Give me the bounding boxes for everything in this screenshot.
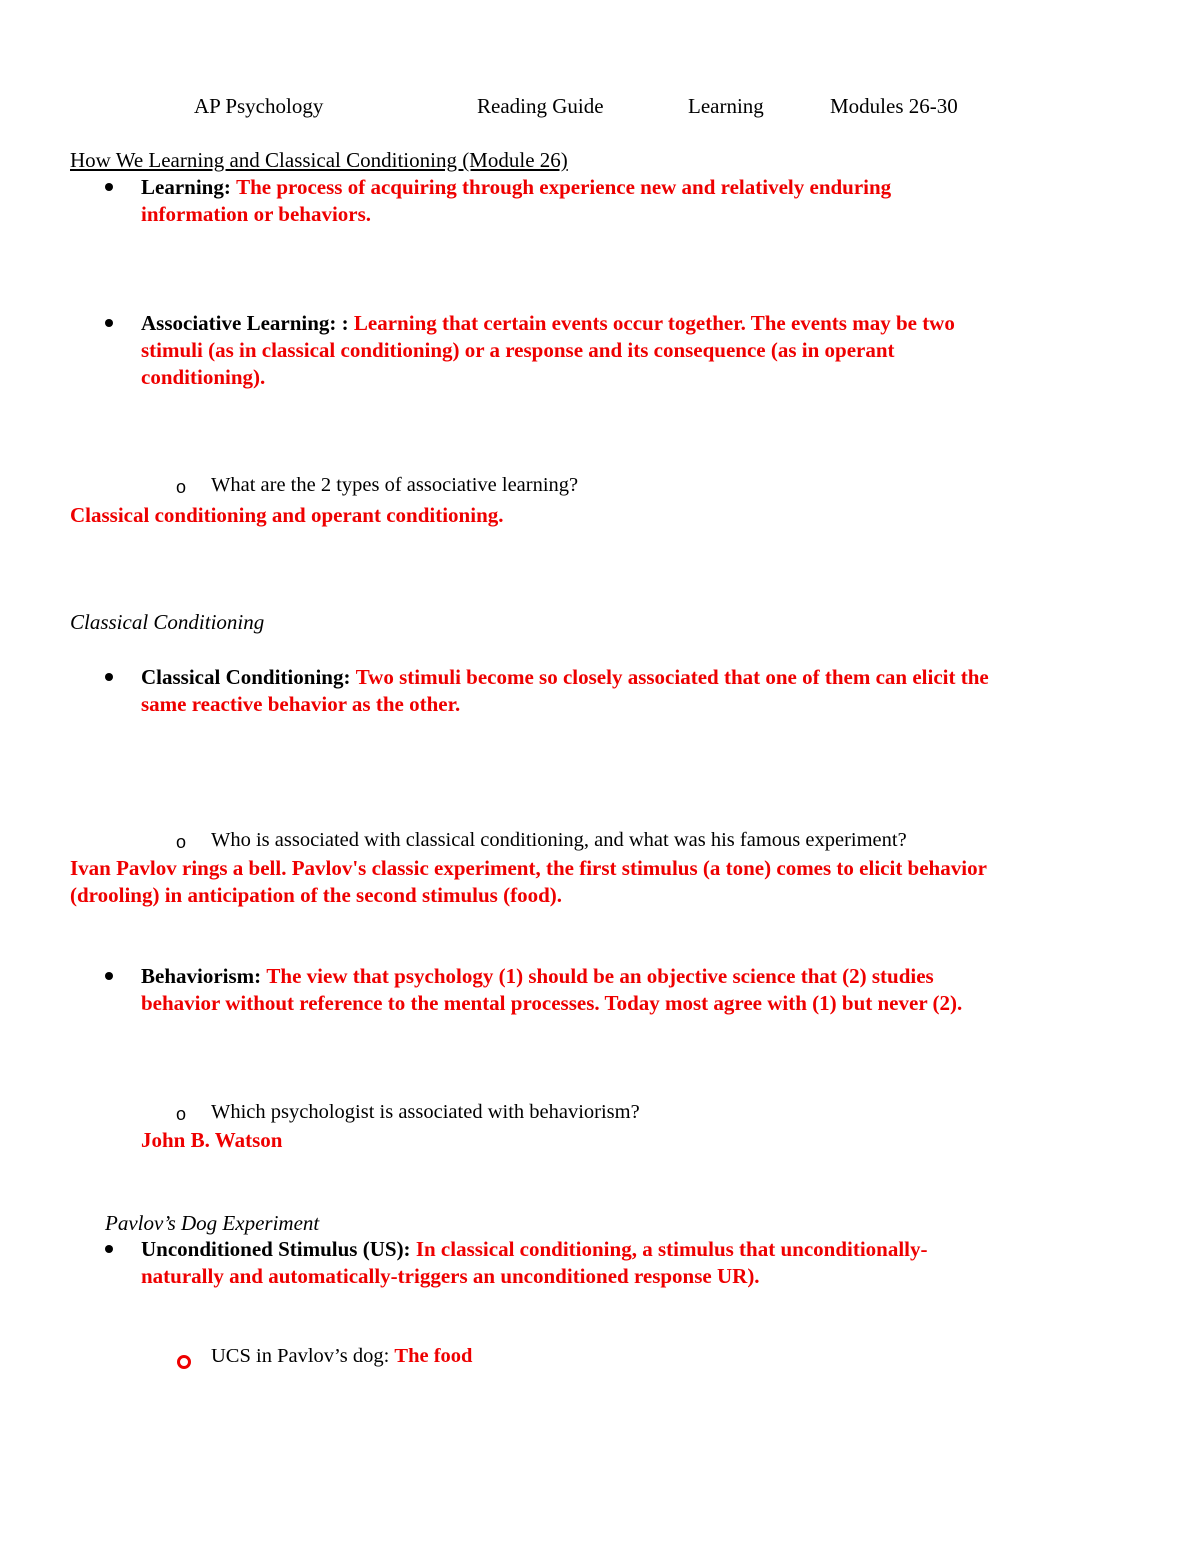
us-item (141, 1237, 928, 1262)
us-def-line1: In classical conditioning, a stimulus that unconditionally- (415, 1237, 928, 1261)
header-unit: Learning (688, 94, 764, 118)
ucs-label: UCS in Pavlov’s dog: (211, 1345, 390, 1367)
classical-def-line2: same reactive behavior as the other. (141, 692, 461, 716)
us-def-line2: naturally and automatically-triggers an unconditioned response UR). (141, 1264, 760, 1288)
bullet-icon (105, 319, 113, 327)
section2-heading: Classical Conditioning (70, 610, 265, 634)
circle-bullet-icon: o (176, 1104, 187, 1124)
q3-question: Which psychologist is associated with behaviorism? (211, 1101, 640, 1123)
associative-def-line3: conditioning). (141, 365, 266, 389)
bullet-icon (105, 1245, 113, 1253)
associative-item (141, 311, 955, 336)
header-modules: Modules 26-30 (830, 94, 958, 118)
learning-def-line2: information or behaviors. (141, 202, 372, 226)
bullet-icon (105, 673, 113, 681)
learning-item (141, 175, 891, 200)
associative-def-line1: Learning that certain events occur together. The events may be two (353, 311, 955, 335)
ucs-item (211, 1345, 472, 1368)
ucs-answer: The food (394, 1345, 473, 1367)
circle-bullet-icon: o (176, 477, 187, 497)
q1-answer: Classical conditioning and operant conditioning. (70, 503, 504, 527)
header-course: AP Psychology (194, 94, 324, 118)
section3-heading: Pavlov’s Dog Experiment (105, 1211, 320, 1235)
q2-question: Who is associated with classical conditioning, and what was his famous experiment? (211, 829, 907, 851)
red-circle-bullet-icon (177, 1355, 191, 1369)
classical-item (141, 665, 989, 690)
behaviorism-item (141, 964, 934, 989)
behaviorism-term: Behaviorism: (141, 964, 262, 988)
section1-heading: How We Learning and Classical Conditioning (Module 26) (70, 148, 568, 172)
circle-bullet-icon: o (176, 832, 187, 852)
learning-term: Learning: (141, 175, 231, 199)
q2-answer-line2: (drooling) in anticipation of the second stimulus (food). (70, 883, 562, 907)
classical-term: Classical Conditioning: (141, 665, 351, 689)
header-guide: Reading Guide (477, 94, 604, 118)
classical-def-line1: Two stimuli become so closely associated that one of them can elicit the (355, 665, 989, 689)
associative-def-line2: stimuli (as in classical conditioning) or a response and its consequence (as in operant (141, 338, 895, 362)
q3-answer: John B. Watson (141, 1128, 283, 1152)
us-term: Unconditioned Stimulus (US): (141, 1237, 411, 1261)
bullet-icon (105, 972, 113, 980)
bullet-icon (105, 183, 113, 191)
behaviorism-def-line1: The view that psychology (1) should be an objective science that (2) studies (266, 964, 934, 988)
q1-question: What are the 2 types of associative learning? (211, 474, 579, 496)
learning-def-line1: The process of acquiring through experience new and relatively enduring (236, 175, 892, 199)
q2-answer-line1: Ivan Pavlov rings a bell. Pavlov's classic experiment, the first stimulus (a tone) comes to elicit behavior (70, 856, 987, 880)
associative-term: Associative Learning: : (141, 311, 349, 335)
behaviorism-def-line2: behavior without reference to the mental processes. Today most agree with (1) but never (2). (141, 991, 963, 1015)
